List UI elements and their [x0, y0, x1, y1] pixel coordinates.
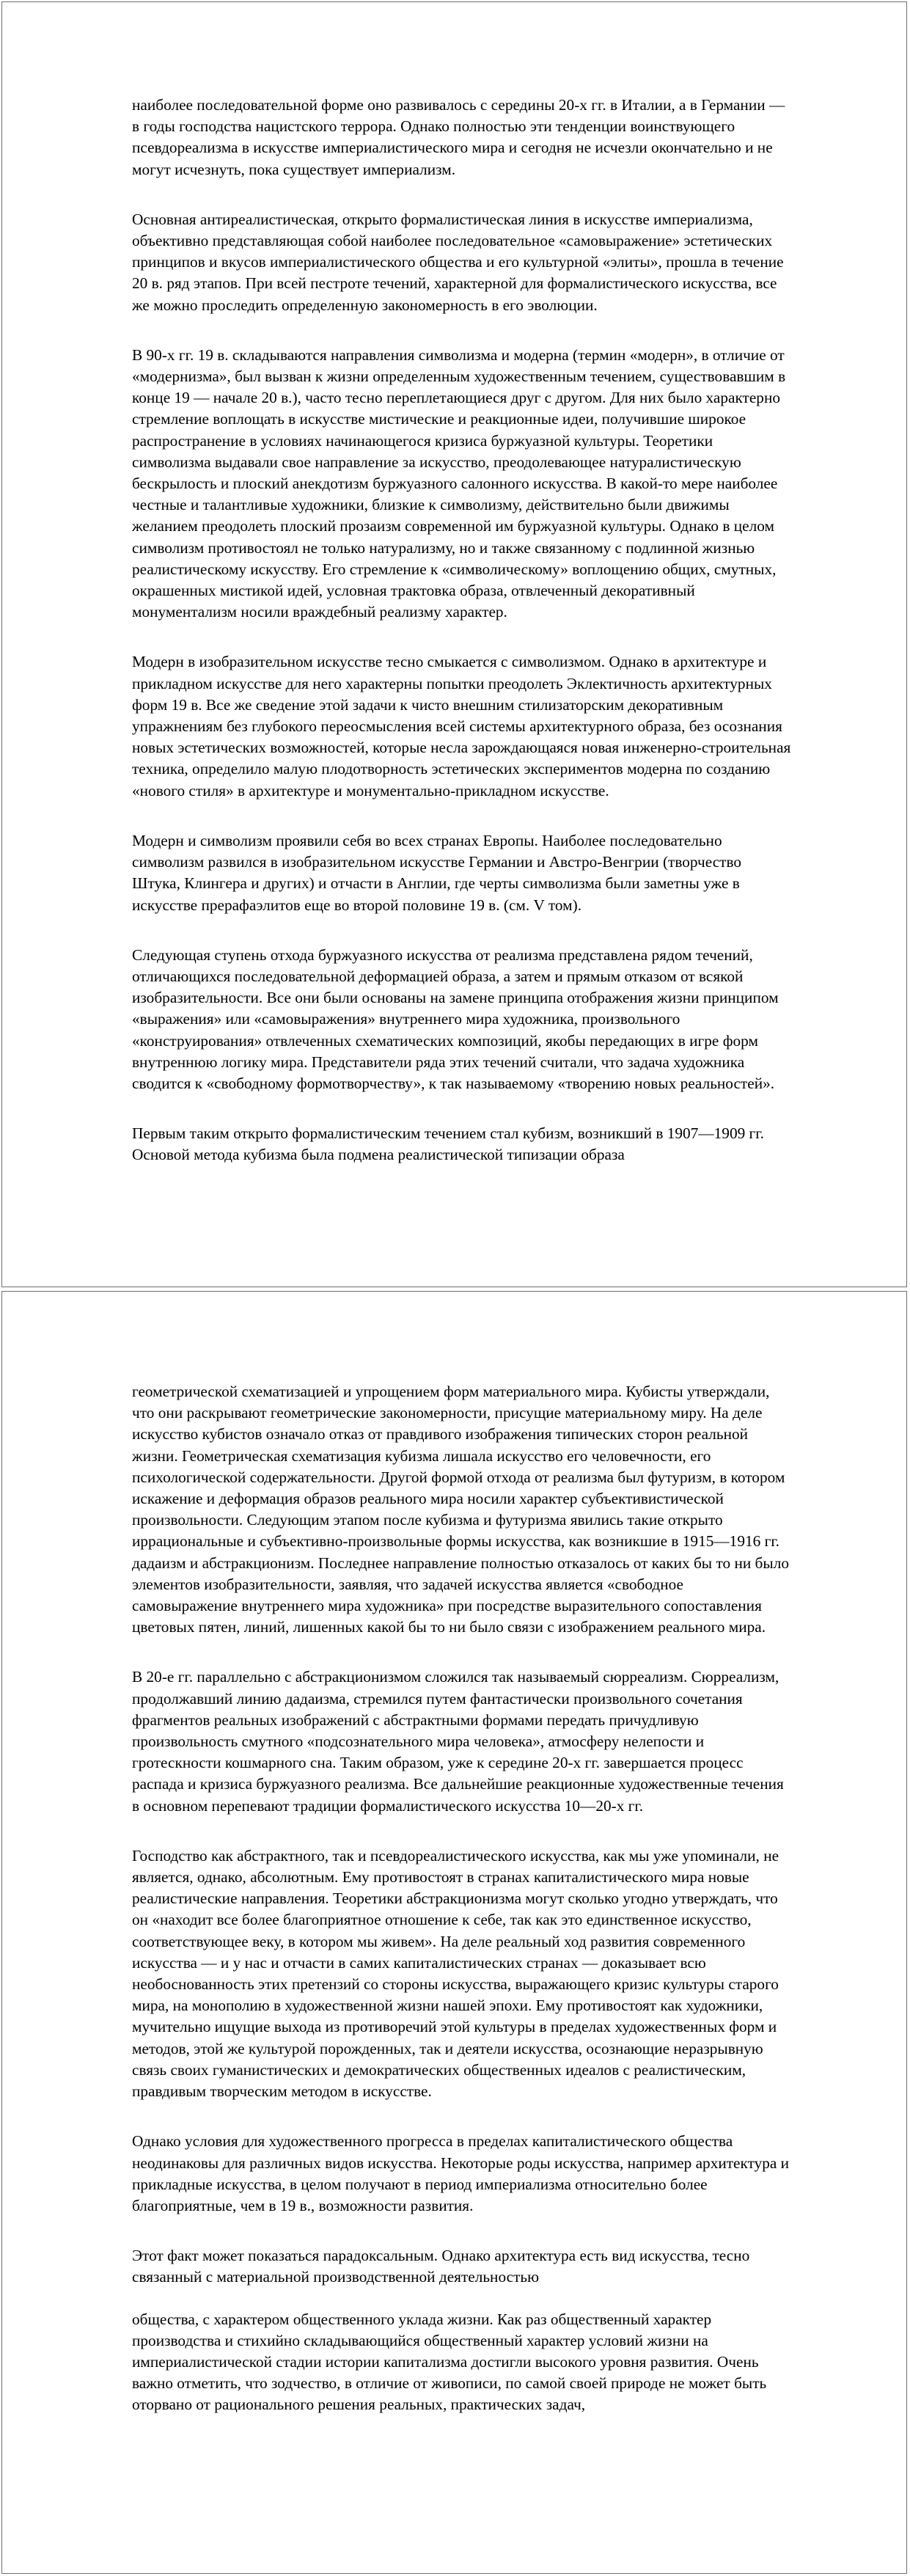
paragraph: Основная антиреалистическая, открыто формалистическая линия в искусстве империализма, объективно представляющая собой наиболее последовательное «самовыражение» эстетических принципов и вкусов империалистического общества и его культурной «элиты», прошла в течение 20 в. ряд этапов. При всей пестроте течений, характерной для формалистического искусства, все же можно проследить определенную закономерность в его эволюции. — [132, 210, 784, 314]
page-2-text-body — [132, 1381, 792, 2445]
paragraph: В 90-х гг. 19 в. складываются направления символизма и модерна (термин «модерн», в отличие от «модернизма», был вызван к жизни определенным художественным течением, существовавшим в конце 19 — начале 20 в.), часто тесно переплетающиеся друг с другом. Для них было характерно стремление воплощать в искусстве мистические и реакционные идеи, получившие широкое распространение в условиях начинающегося кризиса буржуазной культуры. Теоретики символизма выдавали свое направление за искусство, преодолевающее натуралистическую бескрылость и плоский анекдотизм буржуазного салонного искусства. В какой-то мере наиболее честные и талантливые художники, близкие к символизму, действительно были движимы желанием преодолеть плоский прозаизм современной им буржуазной культуры. Однако в целом символизм противостоял не только натурализму, но и также связанному с подлинной жизнью реалистическому искусству. Его стремление к «символическому» воплощению общих, смутных, окрашенных мистикой идей, условная трактовка образа, отвлеченный декоративный монументализм носили враждебный реализму характер. — [132, 345, 786, 621]
paragraph: общества, с характером общественного уклада жизни. Как раз общественный характер производства и стихийно складывающийся общественный характер условий жизни на империалистической стадии истории капитализма достигли высокого уровня развития. Очень важно отметить, что зодчество, в отличие от живописи, по самой своей природе не может быть оторвано от рационального решения реальных, практических задач, — [132, 2310, 767, 2414]
paragraph: Господство как абстрактного, так и псевдореалистического искусства, как мы уже упоминали, не является, однако, абсолютным. Ему противостоят в странах капиталистического мира новые реалистические направления. Теоретики абстракционизма могут сколько угодно утверждать, что он «находит все более благоприятное отношение к себе, так как это единственное искусство, соответствующее веку, в котором мы живем». На деле реальный ход развития современного искусства — и у нас и отчасти в самих капиталистических странах — доказывает всю необоснованность этих претензий со стороны искусства, выражающего кризис культуры старого мира, на монополию в художественной жизни нашей эпохи. Ему противостоят как художники, мучительно ищущие выхода из противоречий этой культуры в пределах художественных форм и методов, этой же культурой порожденных, так и деятели искусства, осознающие неразрывную связь своих гуманистических и демократических общественных идеалов с реалистическим, правдивым творческим методом в искусстве. — [132, 1846, 779, 2101]
document-page-1 — [1, 1, 907, 1287]
paragraph: Первым таким открыто формалистическим течением стал кубизм, возникший в 1907—1909 гг. Основой метода кубизма была подмена реалистической типизации образа — [132, 1124, 764, 1164]
paragraph: Этот факт может показаться парадоксальным. Однако архитектура есть вид искусства, тесно связанный с материальной производственной деятельностью — [132, 2247, 750, 2286]
paragraph: Следующая ступень отхода буржуазного искусства от реализма представлена рядом течений, отличающихся последовательной деформацией образа, а затем и прямым отказом от всякой изобразительности. Все они были основаны на замене принципа отображения жизни принципом «выражения» или «самовыражения» внутреннего мира художника, произвольного «конструирования» отвлеченных схематических композиций, якобы передающих в игре форм внутреннюю логику мира. Представители ряда этих течений считали, что задача художника сводится к «свободному формотворчеству», к так называемому «творению новых реальностей». — [132, 945, 779, 1092]
paragraph: Модерн и символизм проявили себя во всех странах Европы. Наиболее последовательно символизм развился в изобразительном искусстве Германии и Австро-Венгрии (творчество Штука, Клингера и других) и отчасти в Англии, где черты символизма были заметны уже в искусстве прерафаэлитов еще во второй половине 19 в. (см. V том). — [132, 831, 742, 914]
paragraph: геометрической схематизацией и упрощением форм материального мира. Кубисты утверждали, что они раскрывают геометрические закономерности, присущие материальному миру. На деле искусство кубистов означало отказ от правдивого изображения типических сторон реальной жизни. Геометрическая схематизация кубизма лишала искусство его человечности, его психологической содержательности. Другой формой отхода от реализма был футуризм, в котором искажение и деформация образов реального мира носили характер субъективистической произвольности. Следующим этапом после кубизма и футуризма явились такие открыто иррациональные и субъективно-произвольные формы искусства, как возникшие в 1915—1916 гг. дадаизм и абстракционизм. Последнее направление полностью отказалось от каких бы то ни было элементов изобразительности, заявляя, что задачей искусства является «свободное самовыражение внутреннего мира художника» при посредстве выразительного сопоставления цветовых пятен, линий, лишенных какой бы то ни было связи с изображением реального мира. — [132, 1383, 789, 1636]
paragraph: В 20-е гг. параллельно с абстракционизмом сложился так называемый сюрреализм. Сюрреализм, продолжавший линию дадаизма, стремился путем фантастически произвольного сочетания фрагментов реальных изображений с абстрактными формами передать причудливую произвольность смутного «подсознательного мира человека», атмосферу нелепости и гротескности кошмарного сна. Таким образом, уже к середине 20-х гг. завершается процесс распада и кризиса буржуазного реализма. Все дальнейшие реакционные художественные течения в основном перепевают традиции формалистического искусства 10—20-х гг. — [132, 1668, 784, 1815]
page-1-text-body — [132, 95, 792, 1195]
paragraph: наиболее последовательной форме оно развивалось с середины 20-х гг. в Италии, а в Германии — в годы господства нацистского террора. Однако полностью эти тенденции воинствующего псевдореализма в искусстве империалистического мира и сегодня не исчезли окончательно и не могут исчезнуть, пока существует империализм. — [132, 96, 785, 178]
document-page-2 — [1, 1291, 907, 2574]
paragraph: Модерн в изобразительном искусстве тесно смыкается с символизмом. Однако в архитектуре и прикладном искусстве для него характерны попытки преодолеть Эклектичность архитектурных форм 19 в. Все же сведение этой задачи к чисто внешним стилизаторским декоративным упражнениям без глубокого переосмысления всей системы архитектурного образа, без осознания новых эстетических возможностей, которые несла зарождающаяся новая инженерно-строительная техника, определило малую плодотворность эстетических экспериментов модерна по созданию «нового стиля» в архитектуре и монументально-прикладном искусстве. — [132, 653, 791, 799]
paragraph: Однако условия для художественного прогресса в пределах капиталистического общества неодинаковы для различных видов искусства. Некоторые роды искусства, например архитектура и прикладные искусства, в целом получают в период империализма относительно более благоприятные, чем в 19 в., возможности развития. — [132, 2132, 790, 2214]
